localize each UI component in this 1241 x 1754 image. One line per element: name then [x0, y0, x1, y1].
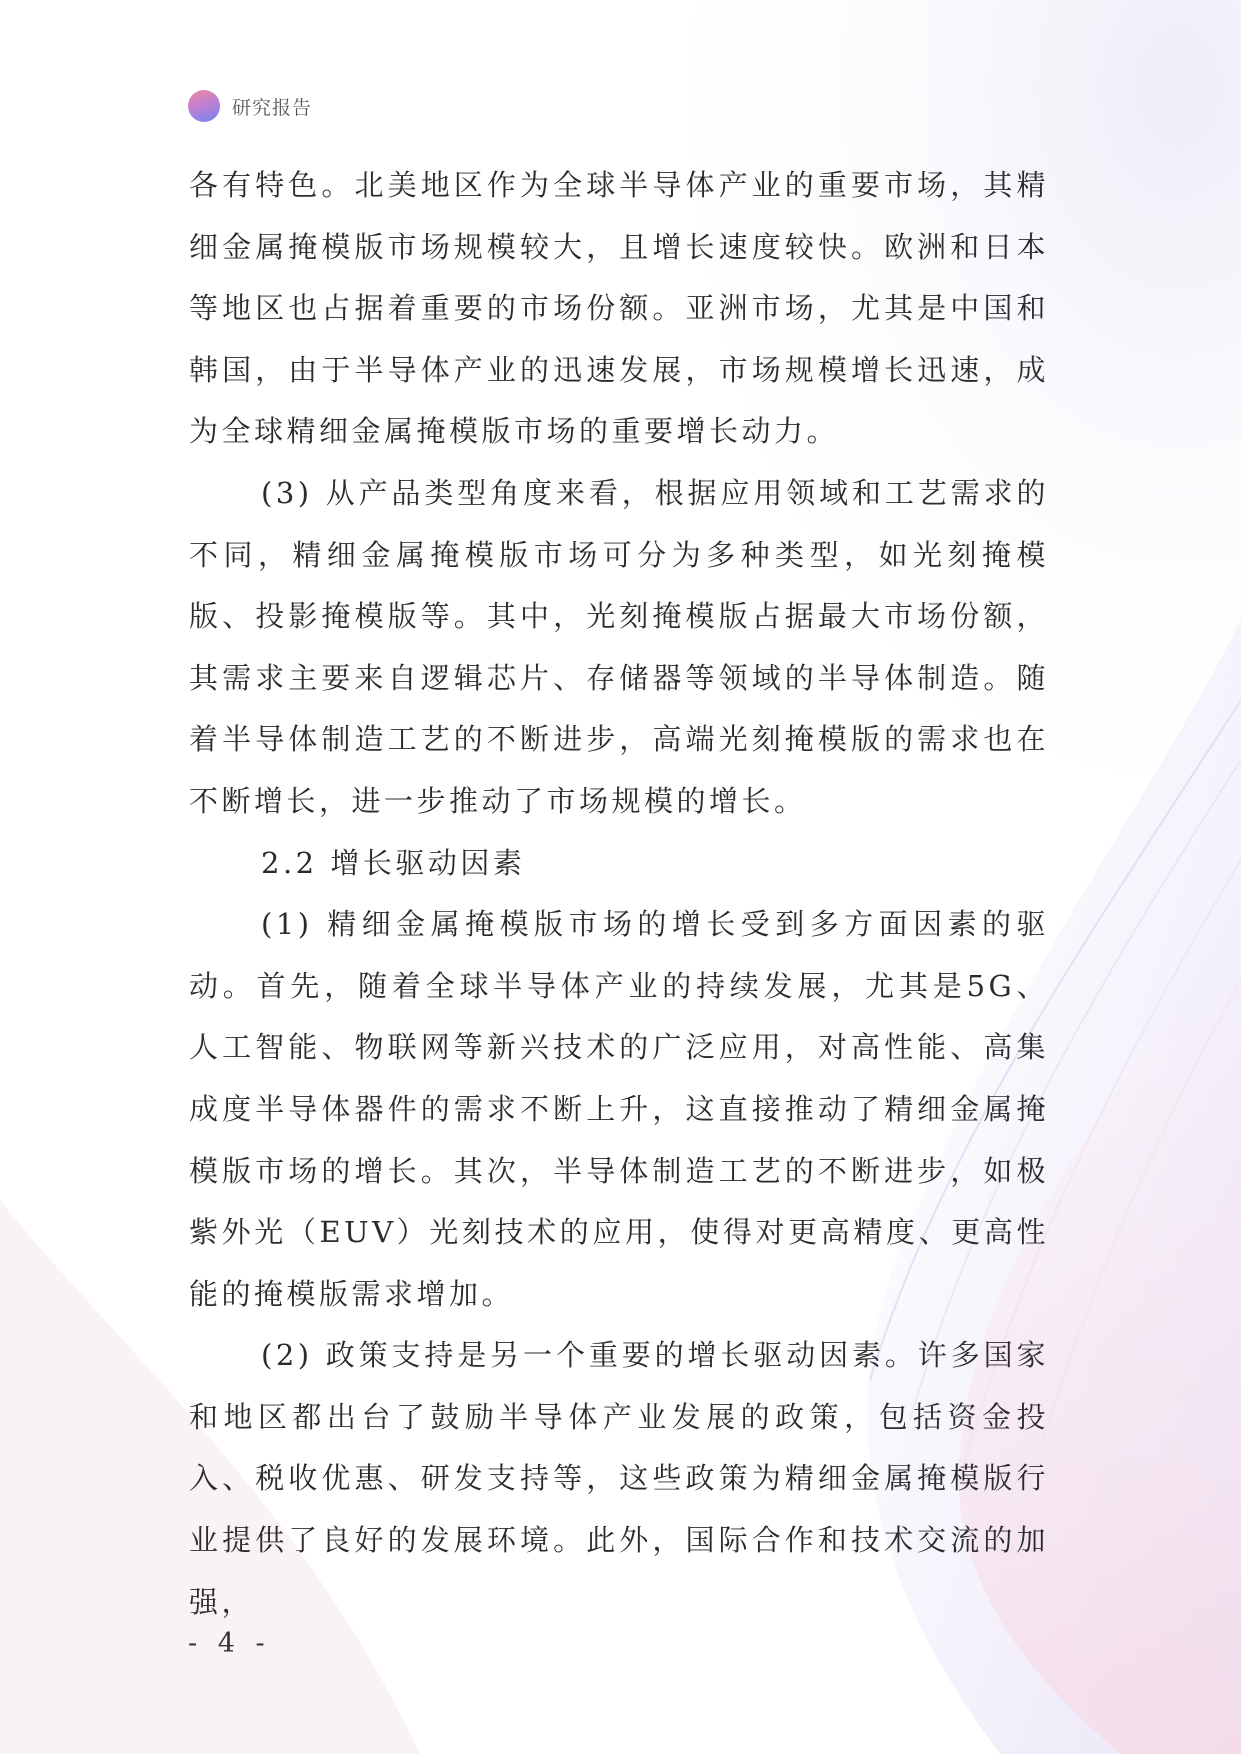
section-heading-growth-drivers: 2.2 增长驱动因素 — [261, 845, 526, 880]
body-content — [189, 155, 1049, 1633]
paragraph-regional-market: 各有特色。北美地区作为全球半导体产业的重要市场，其精细金属掩模版市场规模较大，且增长速度较快。欧洲和日本等地区也占据着重要的市场份额。亚洲市场，尤其是中国和韩国，由于半导体产业的迅速发展，市场规模增长迅速，成为全球精细金属掩模版市场的重要增长动力。 — [189, 168, 1049, 449]
report-logo-icon — [188, 90, 220, 122]
paragraph-product-types: (3) 从产品类型角度来看，根据应用领域和工艺需求的不同，精细金属掩模版市场可分为多种类型，如光刻掩模版、投影掩模版等。其中，光刻掩模版占据最大市场份额，其需求主要来自逻辑芯片、存储器等领域的半导体制造。随着半导体制造工艺的不断进步，高端光刻掩模版的需求也在不断增长，进一步推动了市场规模的增长。 — [189, 475, 1049, 818]
page-header — [188, 90, 312, 122]
paragraph-policy-support: (2) 政策支持是另一个重要的增长驱动因素。许多国家和地区都出台了鼓励半导体产业发展的政策，包括资金投入、税收优惠、研发支持等，这些政策为精细金属掩模版行业提供了良好的发展环境。此外，国际合作和技术交流的加强， — [189, 1338, 1049, 1619]
paragraph-demand-drivers: (1) 精细金属掩模版市场的增长受到多方面因素的驱动。首先，随着全球半导体产业的持续发展，尤其是5G、人工智能、物联网等新兴技术的广泛应用，对高性能、高集成度半导体器件的需求不断上升，这直接推动了精细金属掩模版市场的增长。其次，半导体制造工艺的不断进步，如极紫外光（EUV）光刻技术的应用，使得对更高精度、更高性能的掩模版需求增加。 — [189, 907, 1049, 1311]
header-title: 研究报告 — [232, 96, 313, 119]
page-number: - 4 - — [188, 1628, 271, 1659]
